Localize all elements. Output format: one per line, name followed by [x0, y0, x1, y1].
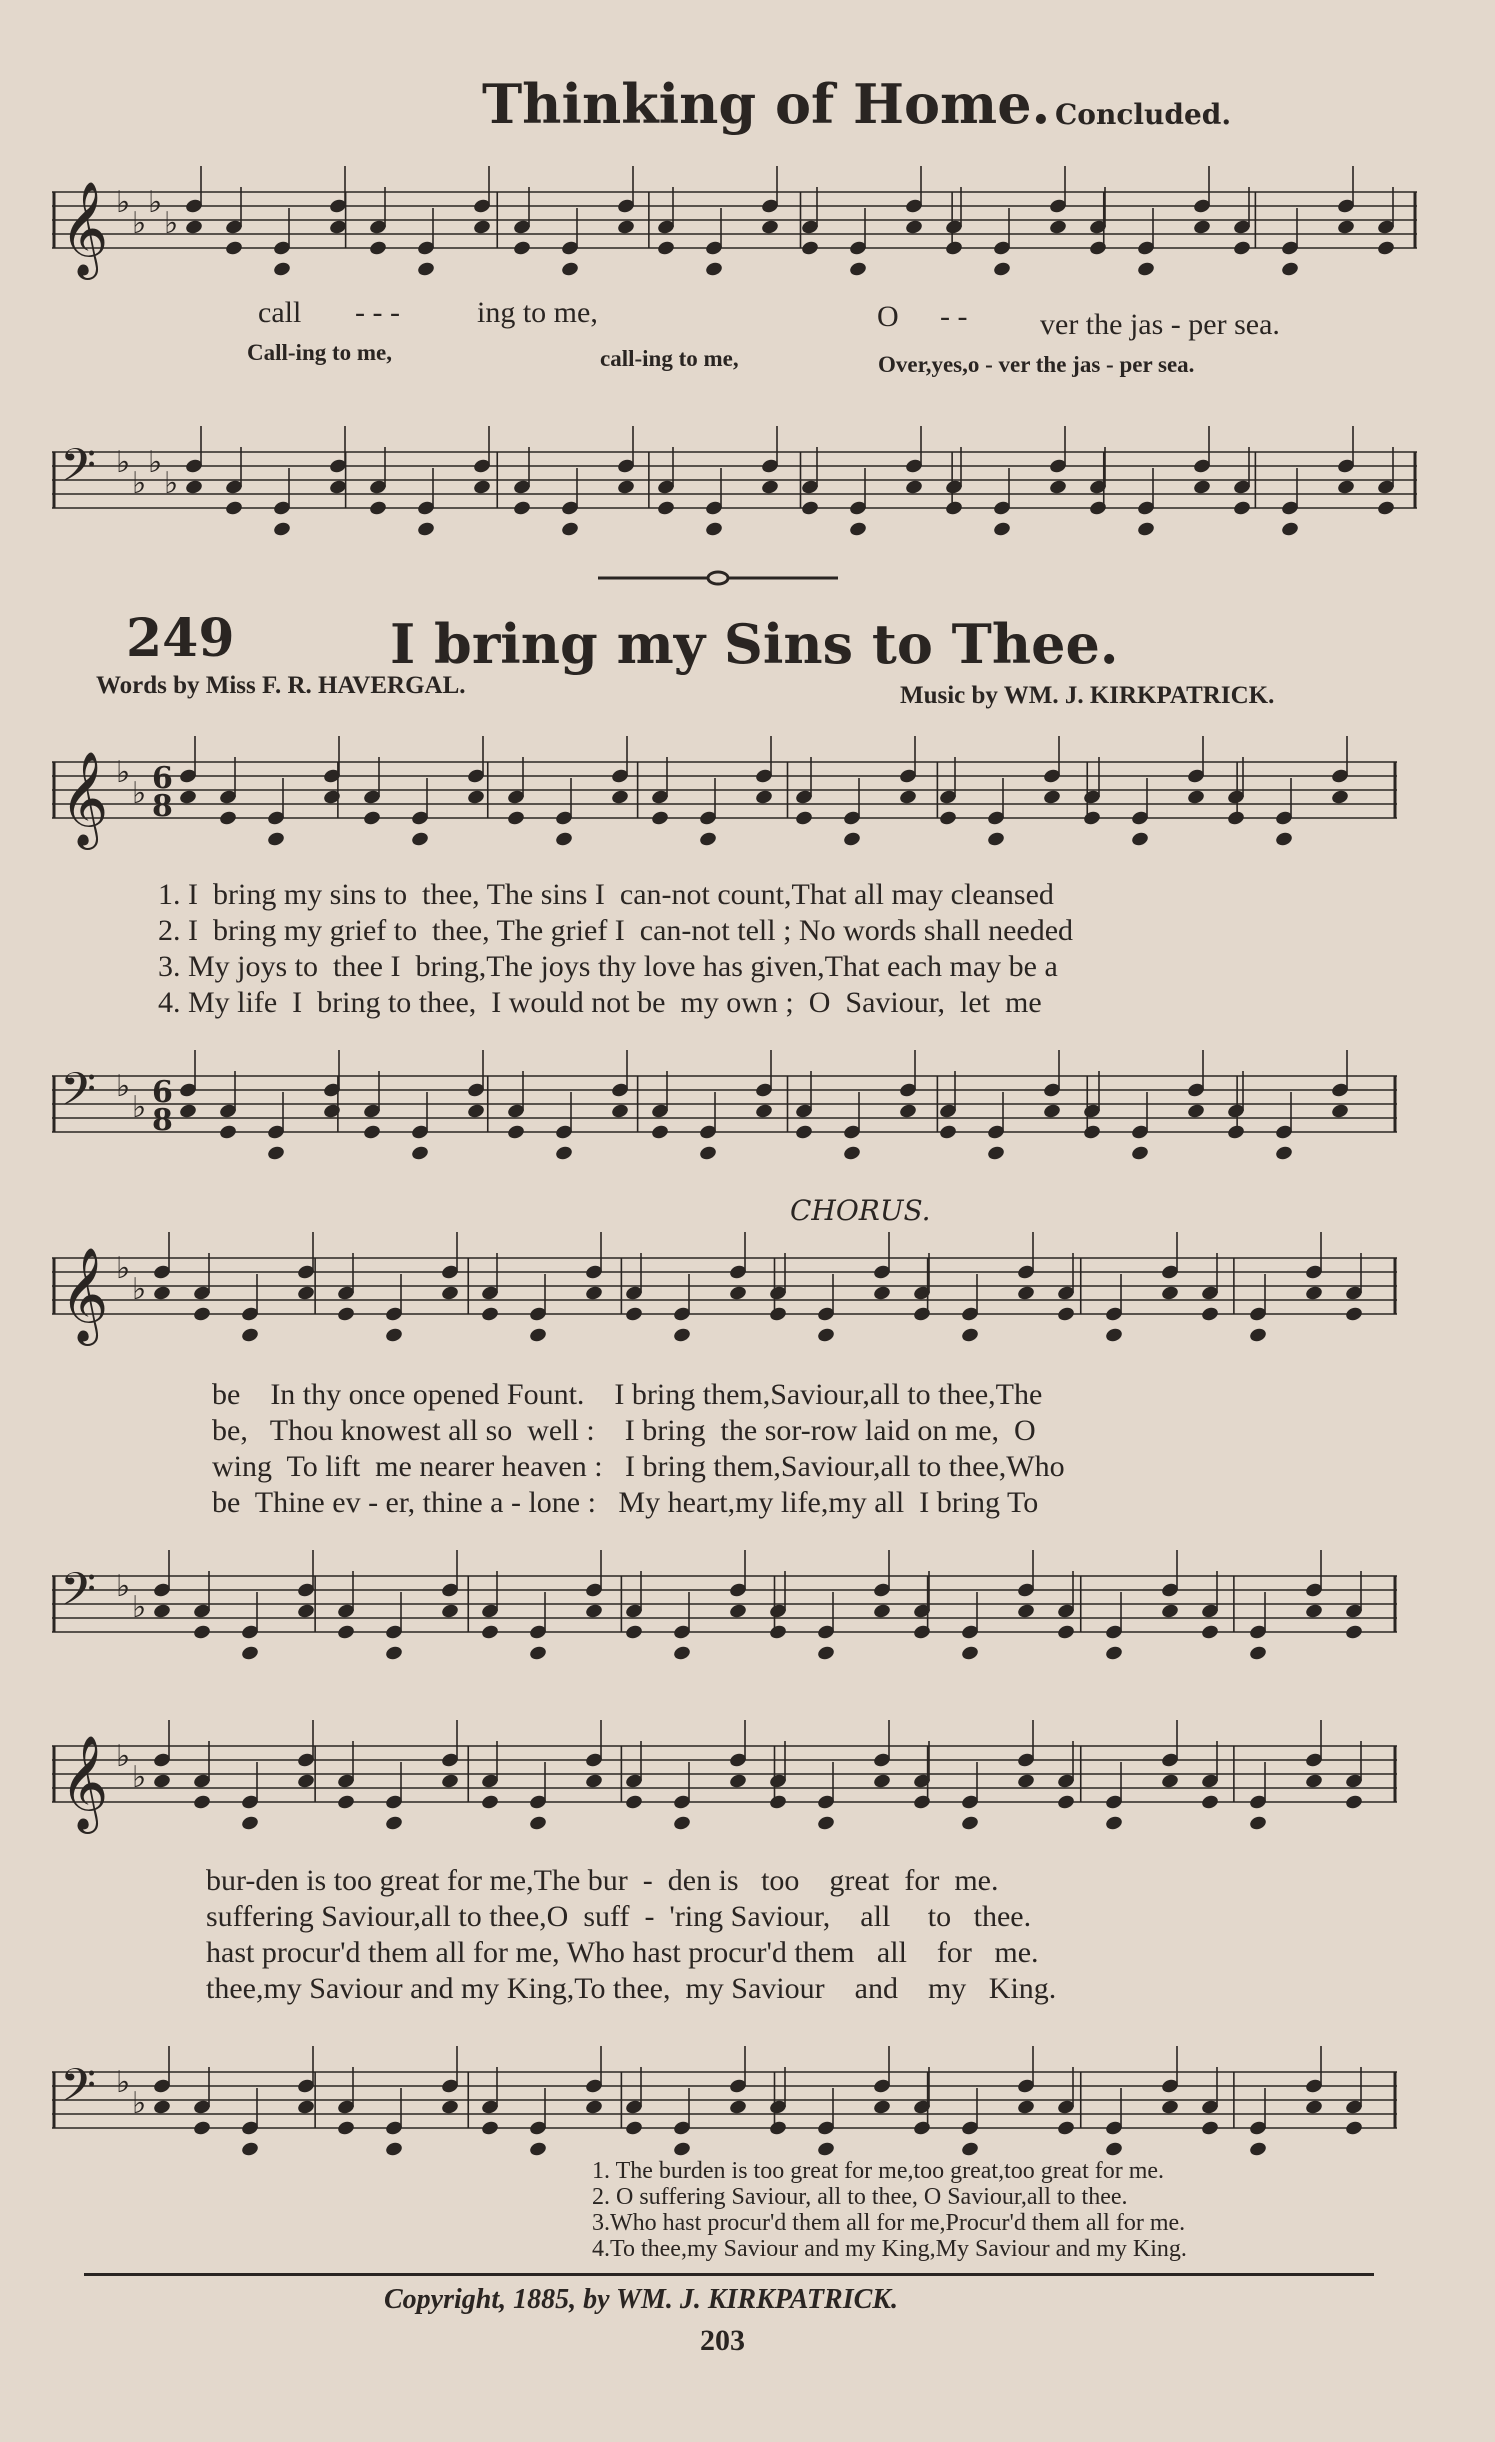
top-lyric-calling2: call-ing to me, — [600, 346, 739, 371]
flat-icon: ♭ — [116, 445, 131, 480]
footnote-3: 3.Who hast procur'd them all for me,Procur'd them all for me. — [592, 2210, 1186, 2236]
system2-verse-2: be, Thou knowest all so well : I bring the sor-row laid on me, O — [212, 1414, 1036, 1447]
system3-treble-staff — [52, 1724, 1397, 1834]
footnote-2: 2. O suffering Saviour, all to thee, O Saviour,all to thee. — [592, 2184, 1128, 2210]
svg-text:6: 6 — [152, 761, 173, 796]
system1-treble-staff — [52, 740, 1397, 850]
page-number: 203 — [700, 2324, 745, 2357]
system3-verse-3: hast procur'd them all for me, Who hast procur'd them all for me. — [206, 1936, 1039, 1969]
top-hymn-title: Thinking of Home. — [482, 72, 1051, 136]
top-lyric-overyes: Over,yes,o - ver the jas - per sea. — [878, 352, 1195, 377]
flat-icon: ♭ — [148, 445, 163, 480]
system1-verse-3: 3. My joys to thee I bring,The joys thy love has given,That each may be a — [158, 950, 1058, 983]
system2-treble-staff — [52, 1236, 1397, 1346]
system1-verse-4: 4. My life I bring to thee, I would not be my own ; O Saviour, let me — [158, 986, 1042, 1019]
top-treble-staff — [52, 170, 1417, 280]
flat-icon: ♭ — [132, 1272, 147, 1307]
svg-text:6: 6 — [152, 1075, 173, 1110]
flat-icon: ♭ — [132, 2086, 147, 2121]
copyright: Copyright, 1885, by WM. J. KIRKPATRICK. — [384, 2284, 898, 2315]
treble-clef-icon: 𝄞 — [60, 1735, 109, 1830]
system2-verse-3: wing To lift me nearer heaven : I bring them,Saviour,all to thee,Who — [212, 1450, 1065, 1483]
flat-icon: ♭ — [116, 1069, 131, 1104]
svg-text:8: 8 — [152, 1103, 173, 1138]
treble-clef-icon: 𝄞 — [60, 751, 109, 846]
flat-icon: ♭ — [132, 1760, 147, 1795]
system2-verse-4: be Thine ev - er, thine a - lone : My heart,my life,my all I bring To — [212, 1486, 1039, 1519]
bass-clef-icon: 𝄢 — [60, 1063, 97, 1128]
bass-clef-icon: 𝄢 — [60, 439, 97, 504]
treble-clef-icon: 𝄞 — [60, 181, 109, 276]
top-lyric-calling: Call-ing to me, — [247, 340, 393, 365]
system2-bass-staff — [52, 1554, 1397, 1664]
flat-icon: ♭ — [132, 776, 147, 811]
flat-icon: ♭ — [164, 206, 179, 241]
system2-verse-1: be In thy once opened Fount. I bring them,Saviour,all to thee,The — [212, 1378, 1043, 1411]
hymn-number: 249 — [126, 608, 235, 669]
flat-icon: ♭ — [116, 185, 131, 220]
divider-ornament — [598, 566, 838, 590]
top-lyric-dashes: - - - — [355, 296, 400, 329]
bass-clef-icon: 𝄢 — [60, 1563, 97, 1628]
music-credit: Music by WM. J. KIRKPATRICK. — [900, 682, 1275, 709]
flat-icon: ♭ — [148, 185, 163, 220]
treble-clef-icon: 𝄞 — [60, 1247, 109, 1342]
top-lyric-dashes2: - - — [940, 300, 968, 333]
footnote-1: 1. The burden is too great for me,too great,too great for me. — [592, 2158, 1165, 2184]
flat-icon: ♭ — [116, 1739, 131, 1774]
system3-verse-2: suffering Saviour,all to thee,O suff - 'ring Saviour, all to thee. — [206, 1900, 1032, 1933]
bottom-rule — [84, 2273, 1374, 2276]
footnote-4: 4.To thee,my Saviour and my King,My Saviour and my King. — [592, 2236, 1187, 2262]
flat-icon: ♭ — [164, 466, 179, 501]
system1-verse-2: 2. I bring my grief to thee, The grief I can-not tell ; No words shall needed — [158, 914, 1074, 947]
top-lyric-jasper: ver the jas - per sea. — [1040, 308, 1280, 341]
system3-bass-staff — [52, 2050, 1397, 2160]
flat-icon: ♭ — [132, 206, 147, 241]
top-hymn-subtitle: Concluded. — [1055, 98, 1232, 131]
flat-icon: ♭ — [116, 1251, 131, 1286]
svg-text:8: 8 — [152, 789, 173, 824]
top-lyric-ing: ing to me, — [477, 296, 598, 329]
words-credit: Words by Miss F. R. HAVERGAL. — [96, 672, 466, 699]
top-bass-staff — [52, 430, 1417, 540]
chorus-label: CHORUS. — [790, 1194, 931, 1227]
top-lyric-call: call — [258, 296, 302, 329]
flat-icon: ♭ — [132, 466, 147, 501]
flat-icon: ♭ — [132, 1590, 147, 1625]
top-lyric-o: O — [877, 300, 899, 333]
hymn-title: I bring my Sins to Thee. — [390, 612, 1119, 676]
system1-verse-1: 1. I bring my sins to thee, The sins I can-not count,That all may cleansed — [158, 878, 1054, 911]
flat-icon: ♭ — [132, 1090, 147, 1125]
flat-icon: ♭ — [116, 1569, 131, 1604]
system3-verse-4: thee,my Saviour and my King,To thee, my Saviour and my King. — [206, 1972, 1057, 2005]
flat-icon: ♭ — [116, 755, 131, 790]
flat-icon: ♭ — [116, 2065, 131, 2100]
system3-verse-1: bur-den is too great for me,The bur - den is too great for me. — [206, 1864, 999, 1897]
system1-bass-staff — [52, 1054, 1397, 1164]
bass-clef-icon: 𝄢 — [60, 2059, 97, 2124]
